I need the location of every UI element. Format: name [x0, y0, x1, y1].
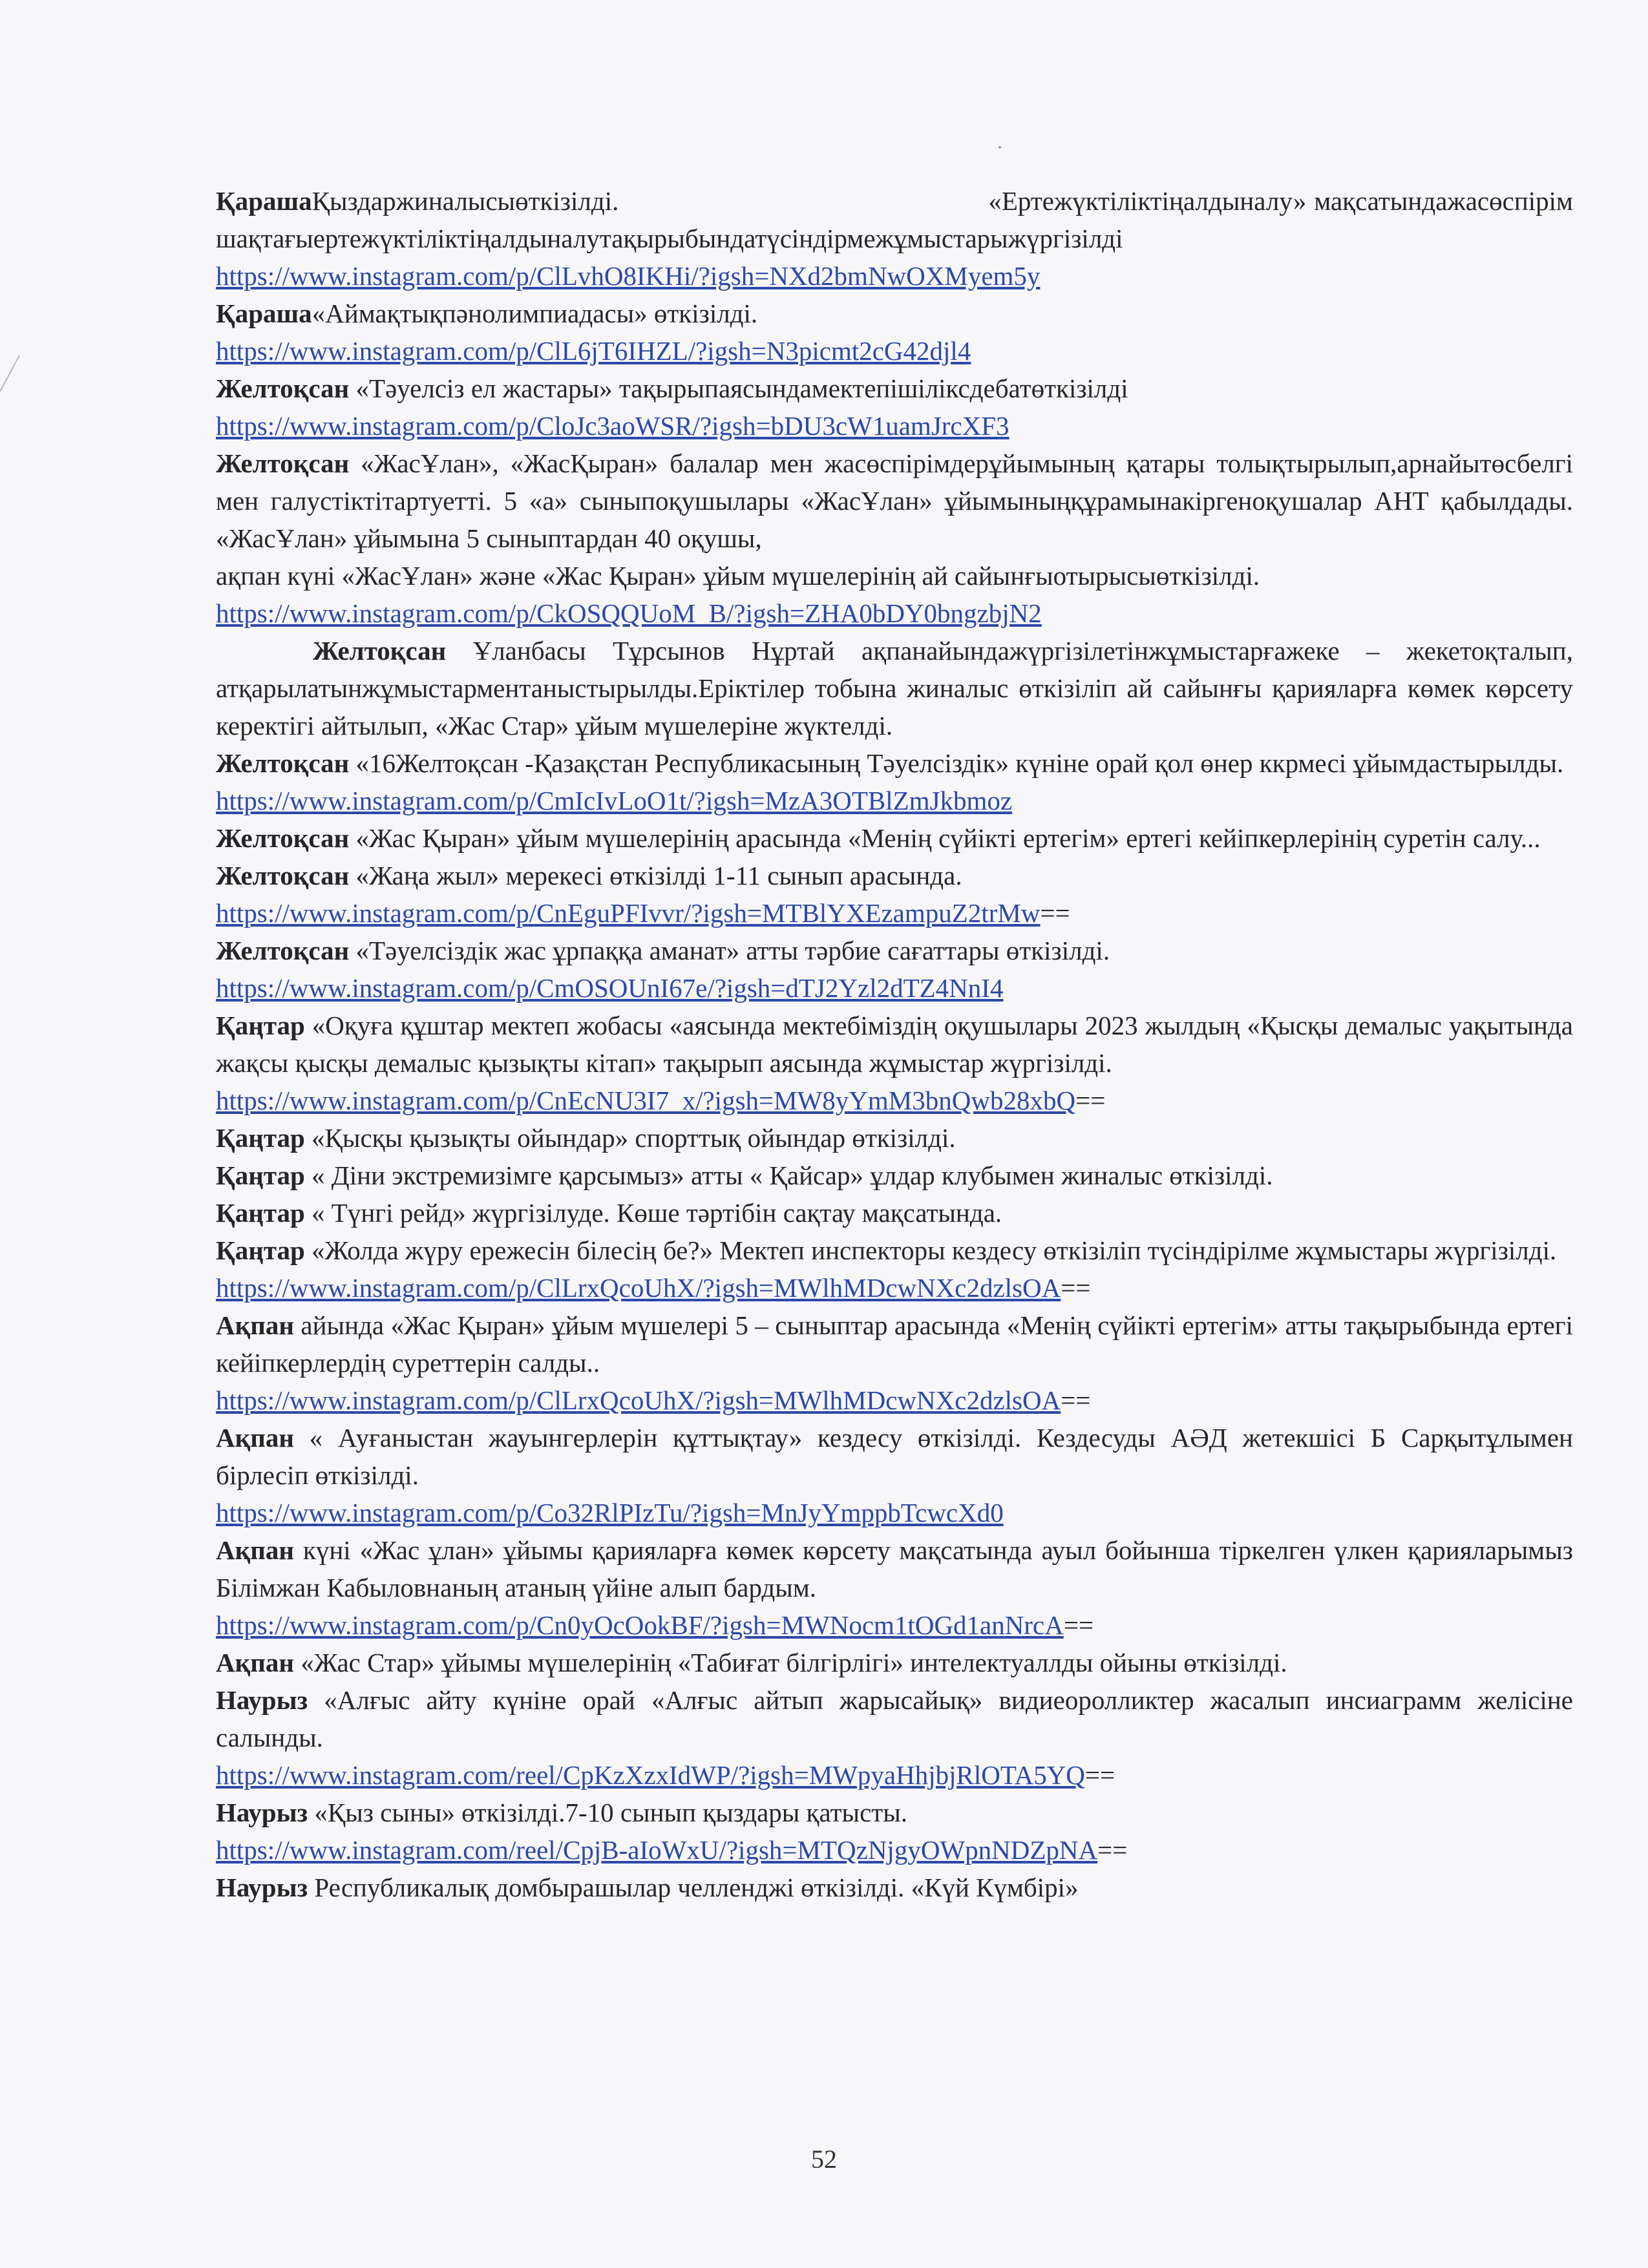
- paragraph: [216, 632, 1573, 744]
- instagram-link[interactable]: https://www.instagram.com/p/ClL6jT6IHZL/?igsh=N3picmt2cG42djl4: [216, 336, 971, 366]
- paragraph: [216, 1419, 1573, 1494]
- link-line: [216, 1381, 1573, 1419]
- paragraph: [216, 370, 1573, 407]
- paragraph: [216, 1307, 1573, 1381]
- instagram-link[interactable]: https://www.instagram.com/reel/CpjB-aIoWxU/?igsh=MTQzNjgyOWpnNDZpNA: [216, 1835, 1098, 1865]
- instagram-link[interactable]: https://www.instagram.com/p/Co32RlPIzTu/?igsh=MnJyYmppbTcwcXd0: [216, 1498, 1004, 1528]
- instagram-link[interactable]: https://www.instagram.com/reel/CpKzXzxIdWP/?igsh=MWpyaHhjbjRlOTA5YQ: [216, 1760, 1085, 1790]
- month-label: Қараша: [216, 186, 312, 216]
- month-label: Желтоқсан: [216, 748, 350, 778]
- paragraph-text: « Діни экстремизімге қарсымыз» атты « Қайсар» ұлдар клубымен жиналыс өткізілді.: [304, 1160, 1273, 1190]
- month-label: Ақпан: [216, 1423, 294, 1453]
- link-line: [216, 1269, 1573, 1307]
- paragraph: [216, 1794, 1573, 1831]
- paragraph-text: айында «Жас Қыран» ұйым мүшелері 5 – сыныптар арасында «Менің сүйікті ертегім» атты тақырыбында ертегі кейіпкерлердің суреттерін салды..: [216, 1310, 1573, 1378]
- month-label: Қаңтар: [216, 1160, 305, 1190]
- instagram-link[interactable]: https://www.instagram.com/p/CmOSOUnI67e/?igsh=dTJ2Yzl2dTZ4NnI4: [216, 973, 1004, 1003]
- month-label: Қаңтар: [216, 1198, 305, 1228]
- instagram-link[interactable]: https://www.instagram.com/p/Cn0yOcOokBF/?igsh=MWNocm1tOGd1anNrcA: [216, 1610, 1064, 1640]
- paragraph-text: күні «Жас ұлан» ұйымы қарияларға көмек көрсету мақсатында ауыл бойынша тіркелген үлкен қарияларымыз Білімжан Кабыловнаның атаның үйіне алып бардым.: [216, 1535, 1573, 1602]
- month-label: Қаңтар: [216, 1011, 305, 1040]
- link-suffix: ==: [1061, 1273, 1091, 1303]
- paragraph: [216, 1119, 1573, 1157]
- paragraph-text: Қыздаржиналысыөткізілді.: [312, 186, 619, 216]
- document-body: [216, 182, 1573, 1906]
- paragraph-text: «Қыз сыны» өткізілді.7-10 сынып қыздары қатысты.: [308, 1798, 907, 1827]
- paragraph: [216, 1007, 1573, 1082]
- link-line: [216, 894, 1573, 932]
- paragraph: [216, 445, 1573, 557]
- page-number: 52: [811, 2145, 837, 2174]
- paragraph: [216, 744, 1573, 782]
- month-label: Желтоқсан: [216, 861, 350, 890]
- paragraph-text: «Тәуелсіздік жас ұрпаққа аманат» атты тәрбие сағаттары өткізілді.: [349, 936, 1110, 965]
- paragraph: [216, 1232, 1573, 1269]
- instagram-link[interactable]: https://www.instagram.com/p/ClLvhO8IKHi/?igsh=NXd2bmNwOXMyem5y: [216, 261, 1041, 291]
- link-suffix: ==: [1084, 1760, 1115, 1790]
- paragraph-text: Республикалық домбырашылар челленджі өткізілді. «Күй Күмбірі»: [308, 1873, 1079, 1902]
- paragraph: [216, 1157, 1573, 1194]
- paragraph: [216, 857, 1573, 894]
- link-suffix: ==: [1097, 1835, 1128, 1865]
- link-line: [216, 1831, 1573, 1869]
- paragraph: [216, 1531, 1573, 1606]
- instagram-link[interactable]: https://www.instagram.com/p/CkOSQQUoM_B/?igsh=ZHA0bDY0bngzbjN2: [216, 598, 1042, 628]
- month-label: Желтоқсан: [216, 936, 350, 965]
- paragraph: [216, 295, 1573, 332]
- link-line: [216, 1606, 1573, 1644]
- paragraph-text: Ұланбасы Тұрсынов Нұртай ақпанайындажүргізілетінжұмыстарғажеке – жекетоқталып, атқарылатынжұмыстарментаныстырылды.Еріктілер тобына жиналыс өткізіліп ай сайынғы қарияларға көмек көрсету керектігі айтылып, «Жас Стар» ұйым мүшелеріне жүктелді.: [216, 636, 1573, 740]
- instagram-link[interactable]: https://www.instagram.com/p/ClLrxQcoUhX/?igsh=MWlhMDcwNXc2dzlsOA: [216, 1385, 1061, 1415]
- scan-scratch: [0, 354, 26, 393]
- paragraph: [216, 1644, 1573, 1681]
- link-line: [216, 1082, 1573, 1119]
- month-label: Желтоқсан: [216, 823, 350, 853]
- paragraph-text: «Оқуға құштар мектеп жобасы «аясында мектебіміздің оқушылары 2023 жылдың «Қысқы демалыс уақытында жақсы қысқы демалыс қызықты кітап» тақырып аясында жұмыстар жүргізілді.: [216, 1011, 1573, 1078]
- paragraph: [216, 182, 1573, 257]
- instagram-link[interactable]: https://www.instagram.com/p/CmIcIvLoO1t/?igsh=MzA3OTBlZmJkbmoz: [216, 786, 1013, 815]
- month-label: Наурыз: [216, 1685, 308, 1715]
- month-label: Ақпан: [216, 1535, 294, 1565]
- month-label: Наурыз: [216, 1798, 308, 1827]
- month-label: Қаңтар: [216, 1235, 305, 1265]
- instagram-link[interactable]: https://www.instagram.com/p/CnEcNU3I7_x/?igsh=MW8yYmM3bnQwb28xbQ: [216, 1086, 1076, 1115]
- month-label: Ақпан: [216, 1310, 294, 1340]
- month-label: Желтоқсан: [216, 448, 350, 478]
- month-label: Қаңтар: [216, 1123, 305, 1153]
- paragraph-text: « Ауғаныстан жауынгерлерін құттықтау» кездесу өткізілді. Кездесуды АӘД жетекшісі Б Сарқытұлымен бірлесіп өткізілді.: [216, 1423, 1573, 1490]
- paragraph-text: «Жолда жүру ережесін білесің бе?» Мектеп инспекторы кездесу өткізіліп түсіндірілме жұмыстары жүргізілді.: [304, 1235, 1557, 1265]
- paragraph-text: «Қысқы қызықты ойындар» спорттық ойындар өткізілді.: [304, 1123, 956, 1153]
- link-suffix: ==: [1040, 898, 1070, 928]
- paragraph-text: «Жас Стар» ұйымы мүшелерінің «Табиғат білгірлігі» интелектуаллды ойыны өткізілді.: [293, 1648, 1287, 1677]
- month-label: Ақпан: [216, 1648, 294, 1677]
- paragraph-text: «Жаңа жыл» мерекесі өткізілді 1-11 сынып арасында.: [349, 861, 962, 890]
- link-suffix: ==: [1075, 1086, 1106, 1115]
- paragraph: [216, 1194, 1573, 1232]
- paragraph: [216, 932, 1573, 969]
- paragraph: [216, 1869, 1573, 1906]
- paragraph-continuation: ақпан күні «ЖасҰлан» және «Жас Қыран» ұйым мүшелерінің ай сайынғыотырысыөткізілді.: [216, 561, 1260, 591]
- instagram-link[interactable]: https://www.instagram.com/p/ClLrxQcoUhX/?igsh=MWlhMDcwNXc2dzlsOA: [216, 1273, 1061, 1303]
- month-label: Қараша: [216, 299, 312, 328]
- month-label: Желтоқсан: [313, 636, 447, 666]
- scan-speck: [998, 146, 1001, 149]
- month-label: Желтоқсан: [216, 373, 350, 403]
- instagram-link[interactable]: https://www.instagram.com/p/CloJc3aoWSR/?igsh=bDU3cW1uamJrcXF3: [216, 411, 1009, 441]
- paragraph-text: «Алғыс айту күніне орай «Алғыс айтып жарысайық» видиеоролликтер жасалып инсиаграмм желісіне салынды.: [216, 1685, 1573, 1752]
- paragraph-text: «Аймақтықпәнолимпиадасы» өткізілді.: [312, 299, 758, 328]
- month-label: Наурыз: [216, 1873, 308, 1902]
- paragraph-text: «Жас Қыран» ұйым мүшелерінің арасында «Менің сүйікті ертегім» ертегі кейіпкерлерінің суретін салу...: [349, 823, 1541, 853]
- link-suffix: ==: [1063, 1610, 1094, 1640]
- paragraph-text: «Тәуелсіз ел жастары» тақырыпаясындамектепішіліксдебатөткізілді: [349, 373, 1128, 403]
- instagram-link[interactable]: https://www.instagram.com/p/CnEguPFIvvr/?igsh=MTBlYXEzampuZ2trMw: [216, 898, 1041, 928]
- link-suffix: ==: [1061, 1385, 1091, 1415]
- paragraph: [216, 1681, 1573, 1756]
- paragraph-text: «16Желтоқсан -Қазақстан Республикасының Тәуелсіздік» күніне орай қол өнер ккрмесі ұйымдастырылды.: [349, 748, 1564, 778]
- paragraph-text: «ЖасҰлан», «ЖасҚыран» балалар мен жасөспірімдерұйымының қатары толықтырылып,арнайытөсбелгі мен галустіктітартуетті. 5 «а» сыныпоқушылары «ЖасҰлан» ұйымыныңқұрамынакіргеноқушалар АНТ қабылдады. «ЖасҰлан» ұйымына 5 сыныптардан 40 оқушы,: [216, 448, 1573, 553]
- paragraph: [216, 819, 1573, 857]
- paragraph-text: « Түнгі рейд» жүргізілуде. Көше тәртібін сақтау мақсатында.: [304, 1198, 1002, 1228]
- paragraph-text: «Ертежүктіліктіңалдыналу» мақсатындажасөспірімшақтағыертежүктіліктіңалдыналутақырыбындатүсіндірмежұмыстарыжүргізілді: [216, 186, 1573, 253]
- link-line: [216, 1756, 1573, 1794]
